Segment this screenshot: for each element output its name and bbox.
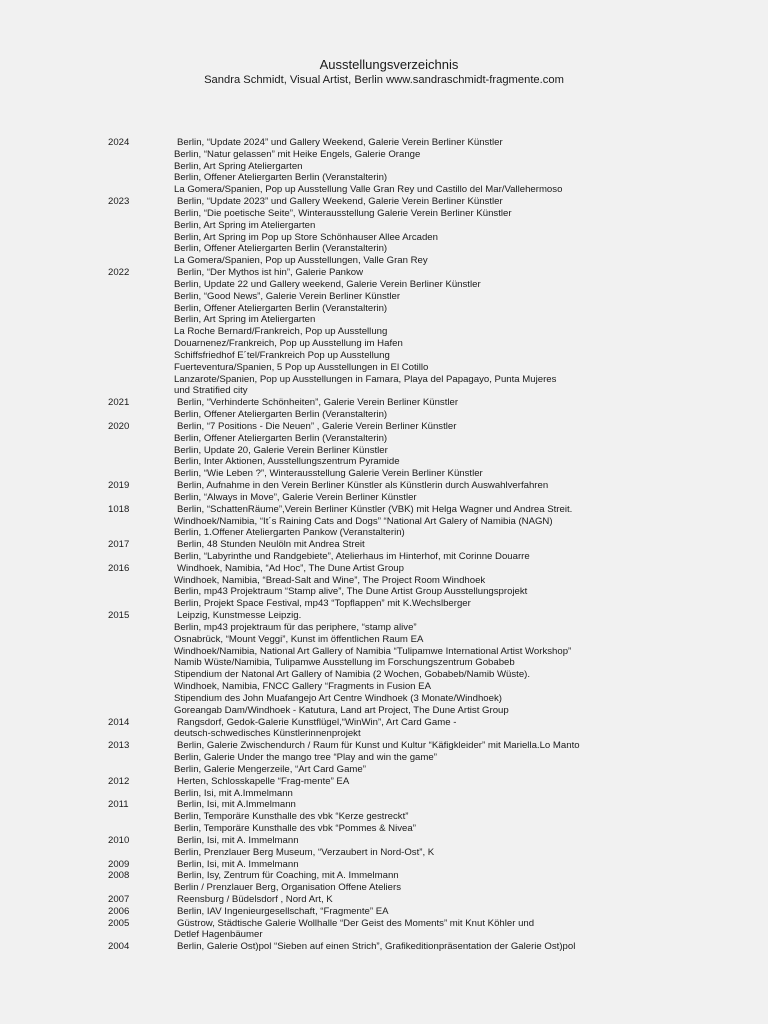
exhibition-item: Detlef Hagenbäumer — [174, 929, 263, 941]
exhibition-row — [108, 859, 748, 871]
exhibition-year — [108, 752, 174, 764]
exhibition-row — [108, 847, 748, 859]
exhibition-item: Berlin, Offener Ateliergarten Berlin (Veranstalterin) — [174, 432, 388, 444]
exhibition-row — [108, 137, 748, 149]
exhibition-item: Berlin, Art Spring im Pop up Store Schönhauser Allee Arcaden — [174, 231, 438, 243]
exhibition-item: Windhoek, Namibia, “Ad Hoc”, The Dune Artist Group — [177, 562, 404, 574]
exhibition-item: La Gomera/Spanien, Pop up Ausstellungen, Valle Gran Rey — [174, 255, 428, 267]
exhibition-row — [108, 326, 748, 338]
exhibition-row — [108, 646, 748, 658]
exhibition-year — [108, 527, 174, 539]
exhibition-row — [108, 811, 748, 823]
exhibition-year: 2008 — [108, 870, 130, 882]
exhibition-year: 2006 — [108, 905, 130, 917]
exhibition-row — [108, 184, 748, 196]
exhibition-row — [108, 740, 748, 752]
exhibition-item: Berlin, “Natur gelassen” mit Heike Engels, Galerie Orange — [174, 148, 421, 160]
exhibition-row — [108, 728, 748, 740]
exhibition-item: Berlin, “Wie Leben ?”, Winterausstellung Galerie Verein Berliner Künstler — [174, 468, 483, 480]
exhibition-year — [108, 409, 174, 421]
exhibition-item: Berlin, Isi, mit A.Immelmann — [177, 799, 296, 811]
exhibition-row — [108, 314, 748, 326]
exhibition-item: Fuerteventura/Spanien, 5 Pop up Ausstellungen in El Cotillo — [174, 361, 429, 373]
exhibition-item: Berlin, Art Spring im Ateliergarten — [174, 219, 316, 231]
exhibition-item: Berlin, Galerie Zwischendurch / Raum für Kunst und Kultur “Käfigkleider” mit Mariella.Lo Manto — [177, 740, 580, 752]
exhibition-row — [108, 929, 748, 941]
exhibition-year — [108, 232, 174, 244]
exhibition-row — [108, 279, 748, 291]
exhibition-row — [108, 705, 748, 717]
exhibition-year — [108, 811, 174, 823]
exhibition-year — [108, 220, 174, 232]
exhibition-row — [108, 610, 748, 622]
exhibition-year — [108, 705, 174, 717]
exhibition-year — [108, 551, 174, 563]
exhibition-row — [108, 776, 748, 788]
exhibition-row — [108, 385, 748, 397]
exhibition-year — [108, 598, 174, 610]
exhibition-row — [108, 291, 748, 303]
exhibition-row — [108, 409, 748, 421]
exhibition-row — [108, 870, 748, 882]
exhibition-row — [108, 788, 748, 800]
exhibition-year: 2015 — [108, 610, 130, 622]
exhibition-year — [108, 693, 174, 705]
exhibition-year — [108, 184, 174, 196]
exhibition-item: Berlin, “Update 2024” und Gallery Weekend, Galerie Verein Berliner Künstler — [177, 137, 503, 148]
exhibition-item: Berlin, “SchattenRäume”,Verein Berliner Künstler (VBK) mit Helga Wagner und Andrea Streit. — [177, 503, 573, 515]
exhibition-row — [108, 941, 748, 953]
exhibition-year: 2011 — [108, 799, 129, 811]
exhibition-year: 2016 — [108, 562, 130, 574]
exhibition-item: Berlin, “Good News”, Galerie Verein Berliner Künstler — [174, 290, 401, 302]
exhibition-year — [108, 350, 174, 362]
exhibition-row — [108, 622, 748, 634]
exhibition-year — [108, 172, 174, 184]
exhibition-year — [108, 823, 174, 835]
exhibition-row — [108, 172, 748, 184]
exhibition-year: 2022 — [108, 267, 130, 279]
exhibition-row — [108, 835, 748, 847]
exhibition-row — [108, 575, 748, 587]
exhibition-item: Berlin, Temporäre Kunsthalle des vbk “Pommes & Nivea” — [174, 823, 416, 835]
exhibition-year — [108, 303, 174, 315]
exhibition-year — [108, 764, 174, 776]
exhibition-row — [108, 681, 748, 693]
exhibition-year — [108, 669, 174, 681]
exhibition-row — [108, 492, 748, 504]
exhibition-row — [108, 220, 748, 232]
exhibition-year — [108, 362, 174, 374]
exhibition-item: Lanzarote/Spanien, Pop up Ausstellungen in Famara, Playa del Papagayo, Punta Mujeres — [174, 373, 557, 385]
exhibition-item: Berlin, Art Spring Ateliergarten — [174, 160, 303, 172]
exhibition-year: 2014 — [108, 716, 130, 728]
document-header — [0, 57, 768, 87]
exhibition-item: Berlin, “Update 2023” und Gallery Weekend, Galerie Verein Berliner Künstler — [177, 196, 503, 208]
exhibition-year: 2010 — [108, 834, 130, 846]
exhibition-item: Douarnenez/Frankreich, Pop up Ausstellung im Hafen — [174, 338, 403, 350]
exhibition-item: deutsch-schwedisches Künstlerinnenprojekt — [174, 728, 361, 740]
exhibition-row — [108, 586, 748, 598]
exhibition-item: Berlin, mp43 projektraum für das periphere, “stamp alive” — [174, 621, 417, 633]
exhibition-row — [108, 764, 748, 776]
document-subtitle: Sandra Schmidt, Visual Artist, Berlin www.sandraschmidt-fragmente.com — [204, 74, 564, 86]
exhibition-year — [108, 208, 174, 220]
exhibition-year — [108, 149, 174, 161]
exhibition-row — [108, 563, 748, 575]
exhibition-list — [108, 137, 748, 953]
exhibition-item: Güstrow, Städtische Galerie Wollhalle “Der Geist des Moments” mit Knut Köhler und — [177, 917, 535, 929]
exhibition-year — [108, 456, 174, 468]
exhibition-item: Berlin, Isi, mit A. Immelmann — [177, 834, 299, 846]
exhibition-row — [108, 551, 748, 563]
exhibition-item: Berlin, “Die poetische Seite”, Winterausstellung Galerie Verein Berliner Künstler — [174, 207, 512, 219]
exhibition-year — [108, 788, 174, 800]
exhibition-year — [108, 161, 174, 173]
exhibition-year: 2009 — [108, 858, 130, 870]
exhibition-row — [108, 693, 748, 705]
exhibition-item: Reensburg / Büdelsdorf , Nord Art, K — [177, 894, 333, 905]
exhibition-item: Windhoek/Namibia, National Art Gallery of Namibia “Tulipamwe International Artist Workshop” — [174, 645, 572, 657]
exhibition-item: Berlin, “Der Mythos ist hin”, Galerie Pankow — [177, 267, 364, 279]
exhibition-row — [108, 823, 748, 835]
exhibition-item: Berlin, IAV Ingenieurgesellschaft, “Fragmente” EA — [177, 905, 389, 917]
exhibition-row — [108, 657, 748, 669]
exhibition-item: Windhoek/Namibia, “It´s Raining Cats and Dogs” “National Art Galery of Namibia (NAGN) — [174, 515, 553, 527]
exhibition-item: Berlin, mp43 Projektraum “Stamp alive”, The Dune Artist Group Ausstellungsprojekt — [174, 586, 528, 598]
exhibition-year: 1018 — [108, 503, 130, 515]
exhibition-year — [108, 622, 174, 634]
exhibition-item: Osnabrück, “Mount Veggi”, Kunst im öffentlichen Raum EA — [174, 633, 424, 645]
exhibition-item: Berlin, Galerie Mengerzeile, “Art Card Game” — [174, 763, 366, 775]
exhibition-item: Leipzig, Kunstmesse Leipzig. — [177, 610, 302, 622]
exhibition-year — [108, 374, 174, 386]
exhibition-item: Namib Wüste/Namibia, Tulipamwe Ausstellung im Forschungszentrum Gobabeb — [174, 657, 515, 669]
exhibition-row — [108, 468, 748, 480]
exhibition-row — [108, 527, 748, 539]
exhibition-item: Berlin, Update 20, Galerie Verein Berliner Künstler — [174, 444, 388, 456]
exhibition-year — [108, 255, 174, 267]
exhibition-row — [108, 634, 748, 646]
exhibition-item: Berlin, Isi, mit A.Immelmann — [174, 787, 293, 799]
exhibition-row — [108, 243, 748, 255]
exhibition-row — [108, 906, 748, 918]
exhibition-row — [108, 894, 748, 906]
exhibition-year — [108, 433, 174, 445]
exhibition-item: Stipendium der Natonal Art Gallery of Namibia (2 Wochen, Gobabeb/Namib Wüste). — [174, 669, 531, 681]
exhibition-year — [108, 657, 174, 669]
exhibition-item: Goreangab Dam/Windhoek - Katutura, Land art Project, The Dune Artist Group — [174, 704, 509, 716]
exhibition-row — [108, 504, 748, 516]
exhibition-row — [108, 374, 748, 386]
exhibition-item: Berlin, Projekt Space Festival, mp43 “Topflappen” mit K.Wechslberger — [174, 598, 471, 610]
exhibition-row — [108, 362, 748, 374]
exhibition-item: La Gomera/Spanien, Pop up Ausstellung Valle Gran Rey und Castillo del Mar/Vallehermoso — [174, 184, 563, 196]
exhibition-row — [108, 161, 748, 173]
exhibition-row — [108, 433, 748, 445]
exhibition-item: Berlin, “Verhinderte Schönheiten”, Galerie Verein Berliner Künstler — [177, 397, 459, 409]
exhibition-item: Berlin, Inter Aktionen, Ausstellungszentrum Pyramide — [174, 456, 400, 468]
exhibition-item: Berlin, “7 Positions - Die Neuen” , Galerie Verein Berliner Künstler — [177, 420, 457, 432]
exhibition-year — [108, 291, 174, 303]
exhibition-year — [108, 681, 174, 693]
exhibition-item: und Stratified city — [174, 385, 248, 397]
exhibition-item: Berlin, Galerie Ost)pol “Sieben auf einen Strich”, Grafikeditionpräsentation der Galerie Ost)pol — [177, 941, 576, 953]
exhibition-year: 2019 — [108, 480, 130, 492]
exhibition-row — [108, 480, 748, 492]
exhibition-item: Rangsdorf, Gedok-Galerie Kunstflügel,“WinWin”, Art Card Game - — [177, 716, 457, 728]
document-title: Ausstellungsverzeichnis — [319, 57, 459, 72]
exhibition-year — [108, 445, 174, 457]
exhibition-row — [108, 799, 748, 811]
exhibition-row — [108, 149, 748, 161]
exhibition-row — [108, 232, 748, 244]
exhibition-year — [108, 385, 174, 397]
exhibition-year — [108, 634, 174, 646]
exhibition-row — [108, 338, 748, 350]
exhibition-year — [108, 728, 174, 740]
exhibition-item: Berlin, “Always in Move”, Galerie Verein Berliner Künstler — [174, 491, 417, 503]
exhibition-item: Berlin / Prenzlauer Berg, Organisation Offene Ateliers — [174, 882, 401, 894]
exhibition-year — [108, 586, 174, 598]
exhibition-row — [108, 397, 748, 409]
exhibition-row — [108, 456, 748, 468]
exhibition-row — [108, 752, 748, 764]
exhibition-row — [108, 421, 748, 433]
exhibition-year — [108, 338, 174, 350]
exhibition-year — [108, 326, 174, 338]
exhibition-item: Windhoek, Namibia, FNCC Gallery “Fragments in Fusion EA — [174, 681, 431, 693]
exhibition-year — [108, 314, 174, 326]
exhibition-item: La Roche Bernard/Frankreich, Pop up Ausstellung — [174, 326, 388, 338]
exhibition-row — [108, 717, 748, 729]
exhibition-item: Berlin, Prenzlauer Berg Museum, “Verzaubert in Nord-Ost”, K — [174, 846, 435, 858]
exhibition-row — [108, 196, 748, 208]
exhibition-year: 2023 — [108, 196, 130, 208]
exhibition-row — [108, 539, 748, 551]
exhibition-item: Berlin, 48 Stunden Neulöln mit Andrea Streit — [177, 539, 365, 551]
exhibition-year: 2021 — [108, 397, 130, 409]
exhibition-item: Berlin, Art Spring im Ateliergarten — [174, 314, 316, 326]
exhibition-year: 2012 — [108, 775, 130, 787]
exhibition-item: Berlin, Temporäre Kunsthalle des vbk “Kerze gestreckt” — [174, 811, 409, 823]
exhibition-item: Berlin, Offener Ateliergarten Berlin (Veranstalterin) — [174, 243, 388, 255]
exhibition-row — [108, 516, 748, 528]
exhibition-year: 2017 — [108, 539, 130, 551]
exhibition-item: Berlin, “Labyrinthe und Randgebiete”, Atelierhaus im Hinterhof, mit Corinne Douarre — [174, 550, 530, 562]
exhibition-item: Berlin, Offener Ateliergarten Berlin (Veranstalterin) — [174, 172, 388, 184]
exhibition-year — [108, 929, 174, 941]
exhibition-year — [108, 847, 174, 859]
exhibition-year — [108, 468, 174, 480]
exhibition-year: 2005 — [108, 917, 130, 929]
exhibition-row — [108, 669, 748, 681]
exhibition-year — [108, 243, 174, 255]
exhibition-row — [108, 267, 748, 279]
exhibition-item: Berlin, 1.Offener Ateliergarten Pankow (Veranstalterin) — [174, 527, 405, 539]
exhibition-item: Berlin, Galerie Under the mango tree “Play and win the game” — [174, 752, 437, 764]
exhibition-item: Berlin, Offener Ateliergarten Berlin (Veranstalterin) — [174, 409, 388, 421]
exhibition-item: Herten, Schlosskapelle “Frag-mente” EA — [177, 775, 350, 787]
exhibition-year — [108, 516, 174, 528]
exhibition-row — [108, 918, 748, 930]
exhibition-year — [108, 575, 174, 587]
exhibition-row — [108, 445, 748, 457]
exhibition-item: Windhoek, Namibia, “Bread-Salt and Wine”, The Project Room Windhoek — [174, 574, 486, 586]
exhibition-item: Berlin, Isy, Zentrum für Coaching, mit A. Immelmann — [177, 870, 399, 882]
exhibition-year: 2007 — [108, 894, 130, 905]
exhibition-year — [108, 279, 174, 291]
exhibition-year: 2004 — [108, 941, 130, 953]
exhibition-item: Berlin, Update 22 und Gallery weekend, Galerie Verein Berliner Künstler — [174, 278, 481, 290]
exhibition-year: 2024 — [108, 137, 130, 148]
exhibition-item: Berlin, Aufnahme in den Verein Berliner Künstler als Künstlerin durch Auswahlverfahren — [177, 480, 549, 492]
exhibition-row — [108, 350, 748, 362]
exhibition-year — [108, 646, 174, 658]
exhibition-year: 2013 — [108, 740, 130, 752]
exhibition-item: Berlin, Isi, mit A. Immelmann — [177, 858, 299, 870]
exhibition-row — [108, 208, 748, 220]
exhibition-year — [108, 492, 174, 504]
exhibition-row — [108, 303, 748, 315]
exhibition-item: Berlin, Offener Ateliergarten Berlin (Veranstalterin) — [174, 302, 388, 314]
exhibition-row — [108, 255, 748, 267]
exhibition-year: 2020 — [108, 420, 130, 432]
exhibition-item: Schiffsfriedhof E´tel/Frankreich Pop up Ausstellung — [174, 349, 390, 361]
exhibition-row — [108, 882, 748, 894]
exhibition-year — [108, 882, 174, 894]
exhibition-item: Stipendium des John Muafangejo Art Centre Windhoek (3 Monate/Windhoek) — [174, 692, 502, 704]
exhibition-row — [108, 598, 748, 610]
